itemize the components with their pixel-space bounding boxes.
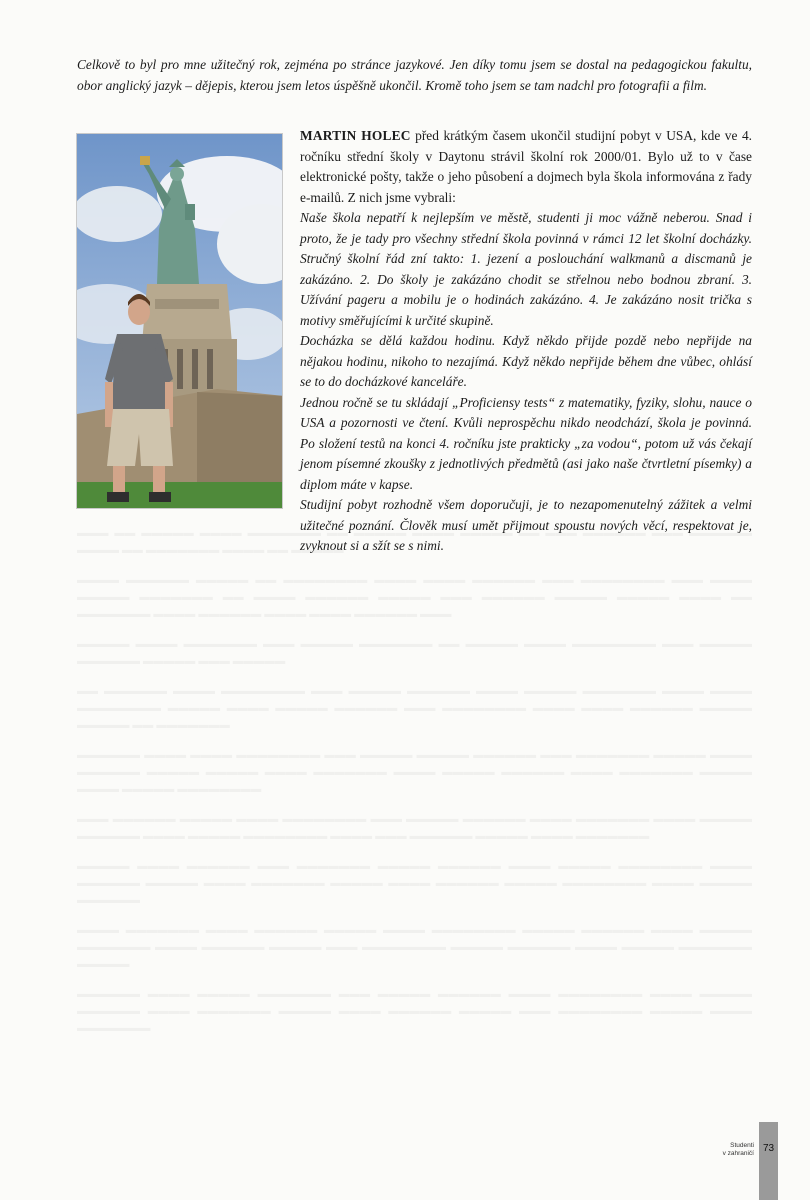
section-label-line-1: Studenti xyxy=(730,1142,754,1149)
page-tab xyxy=(759,1122,778,1200)
lead-text: před krátkým časem ukončil studijní pobyt v USA, kde ve 4. ročníku střední školy v Daytonu strávil školní rok 2000/01. Bylo už to v čase elektronické pošty, takže o jeho působení a dojmech byla škola informována z řady e-mailů. Z nich jsme vybrali: xyxy=(300,128,752,205)
page-number: 73 xyxy=(762,1143,775,1154)
statue-of-liberty-photo xyxy=(76,133,283,509)
section-label xyxy=(710,1142,754,1158)
email-paragraph-4: Studijní pobyt rozhodně všem doporučuji, je to nezapomenutelný zážitek a velmi užitečné poznání. Člověk musí umět přijmout spoustu nových věcí, respektovat je, zvyknout si a sžít se s nimi. xyxy=(300,497,752,553)
intro-paragraph: Celkově to byl pro mne užitečný rok, zejména po stránce jazykové. Jen díky tomu jsem se dostal na pedagogickou fakultu, obor anglický jazyk – dějepis, kterou jsem letos úspěšně ukončil. Kromě toho jsem se tam nadchl pro fotografii a film. xyxy=(77,57,752,93)
email-paragraph-3: Jednou ročně se tu skládají „Proficiensy tests“ z matematiky, fyziky, slohu, nauce o USA a pozornosti ve čtení. Kvůli neprospěchu nikdo neodchází, škola je povinná. Po složení testů na konci 4. ročníku jste prakticky „za vodou“, potom už vás čekají jenom písemné zkoušky z jednotlivých předmětů (asi jako naše čtvrtletní písemky) a diplom máte v kapse. xyxy=(300,394,752,492)
section-label-line-2: v zahraničí xyxy=(722,1150,754,1157)
email-paragraph-1: Naše škola nepatří k nejlepším ve městě, studenti ji moc vážně neberou. Snad i proto, že je tady pro všechny střední škola povinná v rámci 12 let školní docházky. Stručný školní řád zní takto: 1. jezení a poslouchání walkmanů a discmanů je zakázáno. 2. Do školy je zakázáno chodit se střelnou nebo bodnou zbraní. 3. Užívání pageru a mobilu je o hodinách zakázáno. 4. Je zakázáno nosit trička s motivy směřujícími k určité skupině. xyxy=(300,210,752,328)
article-lead xyxy=(300,126,752,208)
email-paragraph-2: Docházka se dělá každou hodinu. Když někdo přijde pozdě nebo nepřijde na nějakou hodinu, nikoho to nezajímá. Když někdo nepřijde během dne vůbec, ohlásí se to do docházkové kanceláře. xyxy=(300,333,752,389)
bleed-through-texture xyxy=(77,525,752,1050)
student-name: MARTIN HOLEC xyxy=(300,128,411,143)
article-body xyxy=(300,126,752,557)
